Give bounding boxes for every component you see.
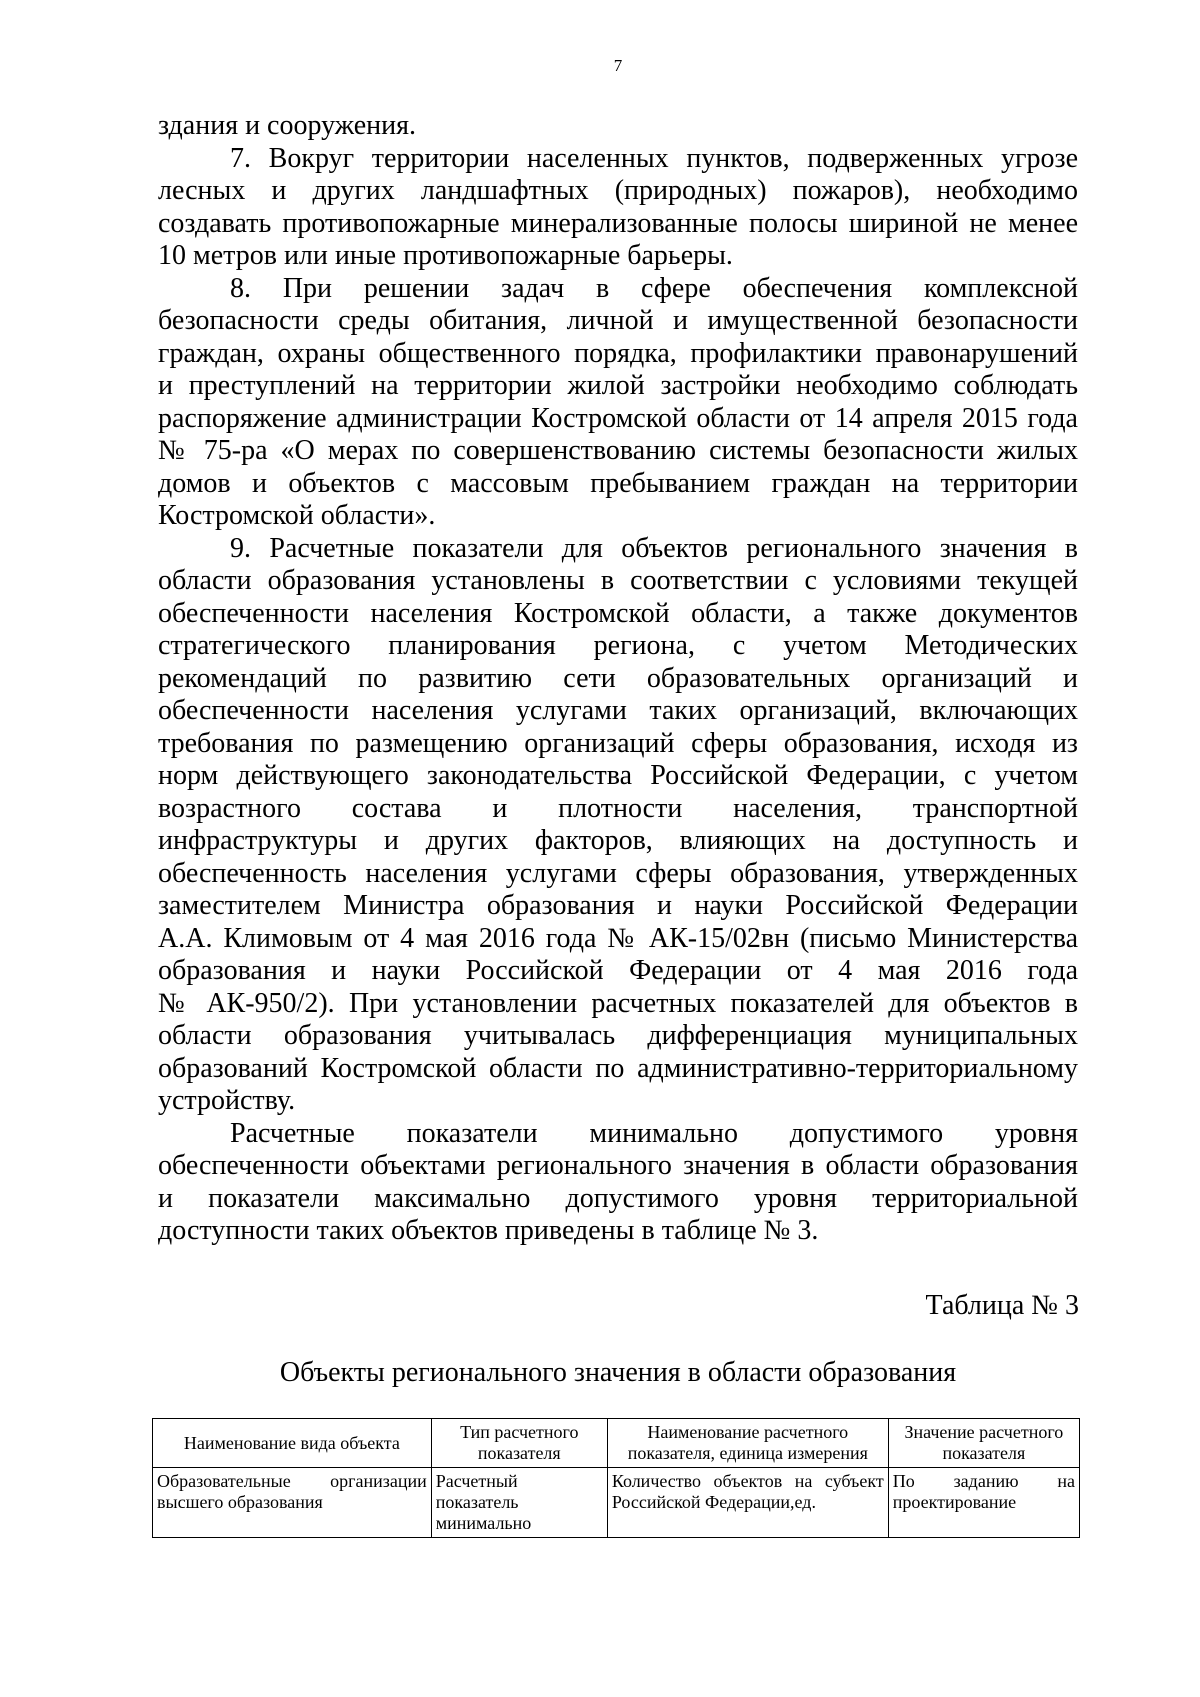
- paragraph-line: устройству.: [158, 1085, 296, 1116]
- table-header-cell: Тип расчетного показателя: [431, 1419, 607, 1468]
- table-header-cell: Наименование вида объекта: [153, 1419, 432, 1468]
- data-table: [152, 1418, 1080, 1538]
- paragraph-line: безопасности среды обитания, личной и имущественной безопасности: [158, 305, 1078, 336]
- paragraph-line: рекомендаций по развитию сети образовательных организаций и: [158, 662, 1078, 694]
- paragraph-line: возрастного состава и плотности населения, транспортной: [158, 792, 1078, 824]
- page-number: 7: [613, 56, 623, 75]
- table-cell: Расчетный показатель минимально: [431, 1468, 607, 1538]
- paragraph-line: распоряжение администрации Костромской области от 14 апреля 2015 года: [158, 402, 1078, 434]
- paragraph-line: Расчетные показатели минимально допустимого уровня: [230, 1117, 1078, 1149]
- table-header-cell: Наименование расчетного показателя, единица измерения: [607, 1419, 888, 1468]
- paragraph-line: обеспеченность населения услугами сферы образования, утвержденных: [158, 857, 1078, 889]
- table-cell: По заданию на проектирование: [888, 1468, 1079, 1538]
- paragraph-line: обеспеченности населения услугами таких организаций, включающих: [158, 695, 1078, 726]
- paragraph-line: 8. При решении задач в сфере обеспечения комплексной: [230, 272, 1078, 304]
- paragraph-line: доступности таких объектов приведены в таблице № 3.: [158, 1215, 819, 1246]
- paragraph-line: создавать противопожарные минерализованные полосы шириной не менее: [158, 207, 1078, 239]
- paragraph-line: обеспеченности населения Костромской области, а также документов: [158, 597, 1078, 629]
- paragraph-line: образования и науки Российской Федерации от 4 мая 2016 года: [158, 955, 1078, 986]
- paragraph-line: 7. Вокруг территории населенных пунктов, подверженных угрозе: [230, 142, 1078, 174]
- paragraph-line: заместителем Министра образования и науки Российской Федерации: [158, 890, 1078, 921]
- paragraph-line: стратегического планирования региона, с учетом Методических: [158, 630, 1078, 661]
- table-number-label: Таблица № 3: [925, 1290, 1079, 1321]
- paragraph-line: домов и объектов с массовым пребыванием граждан на территории: [158, 467, 1078, 499]
- paragraph-line: граждан, охраны общественного порядка, профилактики правонарушений: [158, 337, 1078, 369]
- paragraph-line: № 75-ра «О мерах по совершенствованию системы безопасности жилых: [158, 435, 1078, 466]
- paragraph-line: обеспеченности объектами регионального значения в области образования: [158, 1150, 1078, 1181]
- paragraph-line: области образования учитывалась дифференциация муниципальных: [158, 1020, 1078, 1051]
- table-title: Объекты регионального значения в области образования: [279, 1357, 957, 1388]
- paragraph-line: лесных и других ландшафтных (природных) пожаров), необходимо: [158, 175, 1078, 206]
- paragraph-line: 10 метров или иные противопожарные барьеры.: [158, 240, 733, 271]
- paragraph-line: требования по размещению организаций сферы образования, исходя из: [158, 727, 1078, 759]
- table-cell: Количество объектов на субъект Российской Федерации,ед.: [607, 1468, 888, 1538]
- paragraph-line: образований Костромской области по административно-территориальному: [158, 1052, 1078, 1084]
- paragraph-line: № АК-950/2). При установлении расчетных показателей для объектов в: [158, 987, 1078, 1019]
- table-cell: Образовательные организации высшего образования: [153, 1468, 432, 1538]
- paragraph-line: здания и сооружения.: [158, 110, 417, 141]
- body-text: [158, 110, 1078, 1248]
- paragraph-line: 9. Расчетные показатели для объектов регионального значения в: [230, 532, 1078, 564]
- paragraph-line: инфраструктуры и других факторов, влияющих на доступность и: [158, 825, 1078, 856]
- paragraph-line: А.А. Климовым от 4 мая 2016 года № АК-15/02вн (письмо Министерства: [158, 922, 1078, 954]
- paragraph-line: и показатели максимально допустимого уровня территориальной: [158, 1182, 1078, 1214]
- paragraph-line: норм действующего законодательства Российской Федерации, с учетом: [158, 760, 1078, 791]
- table-header-row: [153, 1419, 1080, 1468]
- paragraph-line: области образования установлены в соответствии с условиями текущей: [158, 565, 1078, 596]
- table-row: [153, 1468, 1080, 1538]
- paragraph-line: Костромской области».: [158, 500, 436, 531]
- paragraph-line: и преступлений на территории жилой застройки необходимо соблюдать: [158, 370, 1078, 401]
- table-header-cell: Значение расчетного показателя: [888, 1419, 1079, 1468]
